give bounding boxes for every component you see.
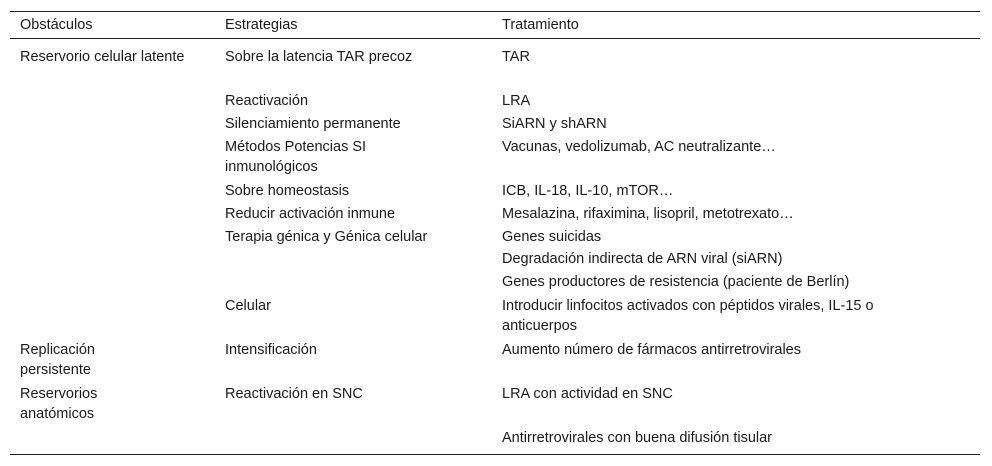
table-cell: Genes productores de resistencia (paciente de Berlín): [502, 274, 850, 290]
header-obstaculos: Obstáculos: [20, 17, 93, 33]
table-cell: Reducir activación inmune: [225, 206, 396, 222]
table-cell: Degradación indirecta de ARN viral (siARN): [502, 251, 783, 267]
table-cell: Terapia génica y Génica celular: [225, 229, 428, 245]
header-tratamiento: Tratamiento: [502, 17, 579, 33]
table-cell: Genes suicidas: [502, 229, 602, 245]
table-header-row: [10, 12, 980, 39]
table-cell: Métodos Potencias SI inmunológicos: [225, 139, 367, 175]
table-cell: Reservorio celular latente: [20, 49, 185, 65]
table-cell: SiARN y shARN: [502, 116, 607, 132]
table-cell: Silenciamiento permanente: [225, 116, 401, 132]
table-cell: Aumento número de fármacos antirretrovirales: [502, 342, 801, 358]
table-cell: Reservorios anatómicos: [20, 386, 98, 422]
table-cell: Intensificación: [225, 342, 317, 358]
table-cell: Introducir linfocitos activados con péptidos virales, IL-15 o anticuerpos: [502, 298, 874, 334]
table-cell: Antirretrovirales con buena difusión tisular: [502, 430, 772, 446]
table-cell: Sobre la latencia TAR precoz: [225, 49, 413, 65]
table-cell: Sobre homeostasis: [225, 183, 350, 199]
table-cell: ICB, IL-18, IL-10, mTOR…: [502, 183, 674, 199]
table-cell: TAR: [502, 49, 530, 65]
table-cell: Reactivación en SNC: [225, 386, 363, 402]
table-cell: LRA: [502, 93, 531, 109]
table-cell: Replicación persistente: [20, 342, 95, 378]
table-cell: Mesalazina, rifaximina, lisopril, metotrexato…: [502, 206, 794, 222]
table-cell: Vacunas, vedolizumab, AC neutralizante…: [502, 139, 776, 155]
table-cell: Celular: [225, 298, 271, 314]
header-estrategias: Estrategias: [225, 17, 298, 33]
data-table: [10, 11, 980, 455]
table-cell: LRA con actividad en SNC: [502, 386, 673, 402]
table-cell: Reactivación: [225, 93, 309, 109]
